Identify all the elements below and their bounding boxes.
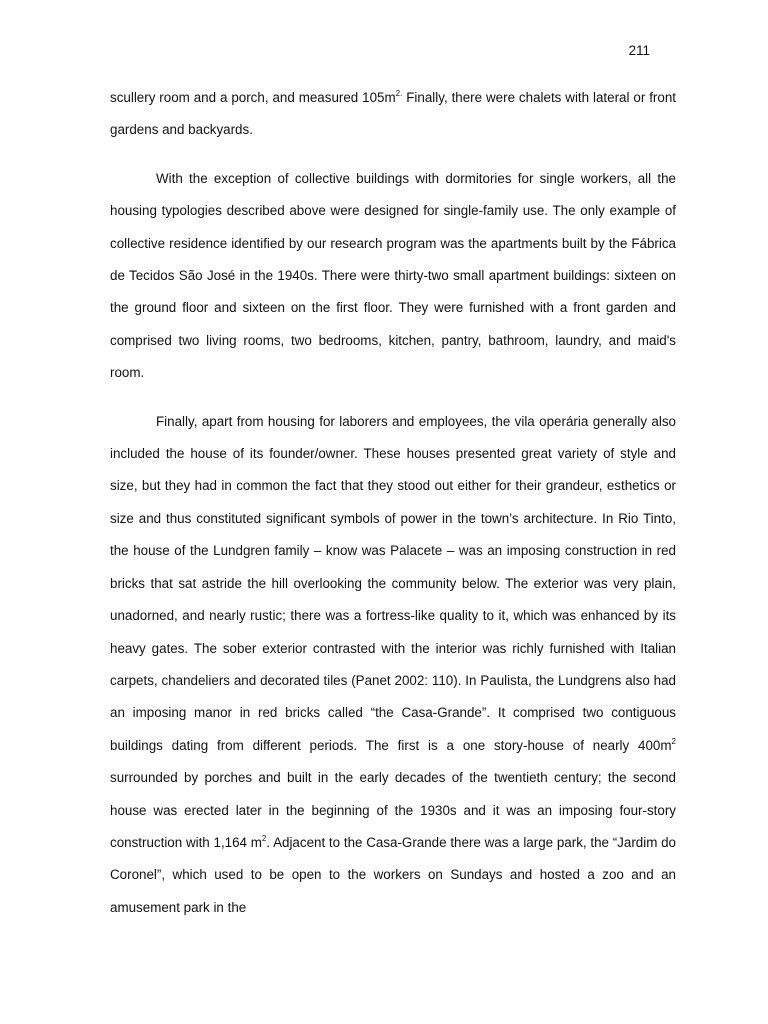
paragraph-3-text-c: . Adjacent to the Casa-Grande there was a large park, the “Jardim do Coronel”, which used to be open to the workers on Sundays and hosted a zoo and an amusement park in the: [110, 834, 676, 915]
superscript-area-unit-2: 2: [261, 833, 267, 843]
body-text: [110, 82, 676, 924]
superscript-area-unit-1: 2: [671, 736, 676, 746]
paragraph-3: [110, 406, 676, 925]
page-number: 211: [628, 43, 650, 58]
paragraph-1-text-a: scullery room and a porch, and measured 105m: [110, 90, 396, 105]
paragraph-2: With the exception of collective buildings with dormitories for single workers, all the housing typologies described above were designed for single-family use. The only example of collective residence identified by our research program was the apartments built by the Fábrica de Tecidos São José in the 1940s. There were thirty-two small apartment buildings: sixteen on the ground floor and sixteen on the first floor. They were furnished with a front garden and comprised two living rooms, two bedrooms, kitchen, pantry, bathroom, laundry, and maid's room.: [110, 170, 676, 381]
paragraph-1-text-b: Finally, there were chalets with lateral or front gardens and backyards.: [110, 90, 676, 138]
paragraph-1: [110, 82, 676, 147]
paragraph-3-text-a: Finally, apart from housing for laborers and employees, the vila operária generally also included the house of its founder/owner. These houses presented great variety of style and size, but they had in common the fact that they stood out either for their grandeur, esthetics or size and thus constituted significant symbols of power in the town’s architecture. In Rio Tinto, the house of the Lundgren family – know was Palacete – was an imposing construction in red bricks that sat astride the hill overlooking the community below. The exterior was very plain, unadorned, and nearly rustic; there was a fortress-like quality to it, which was enhanced by its heavy gates. The sober exterior contrasted with the interior was richly furnished with Italian carpets, chandeliers and decorated tiles (Panet 2002: 110). In Paulista, the Lundgrens also had an imposing manor in red bricks called “the Casa-Grande”. It comprised two contiguous buildings dating from different periods. The first is a one story-house of nearly 400m: [110, 413, 676, 753]
paragraph-3-text-b: surrounded by porches and built in the early decades of the twentieth century; the second house was erected later in the beginning of the 1930s and it was an imposing four-story construction with 1,164 m: [110, 770, 676, 850]
superscript-area-unit: 2.: [395, 89, 403, 98]
